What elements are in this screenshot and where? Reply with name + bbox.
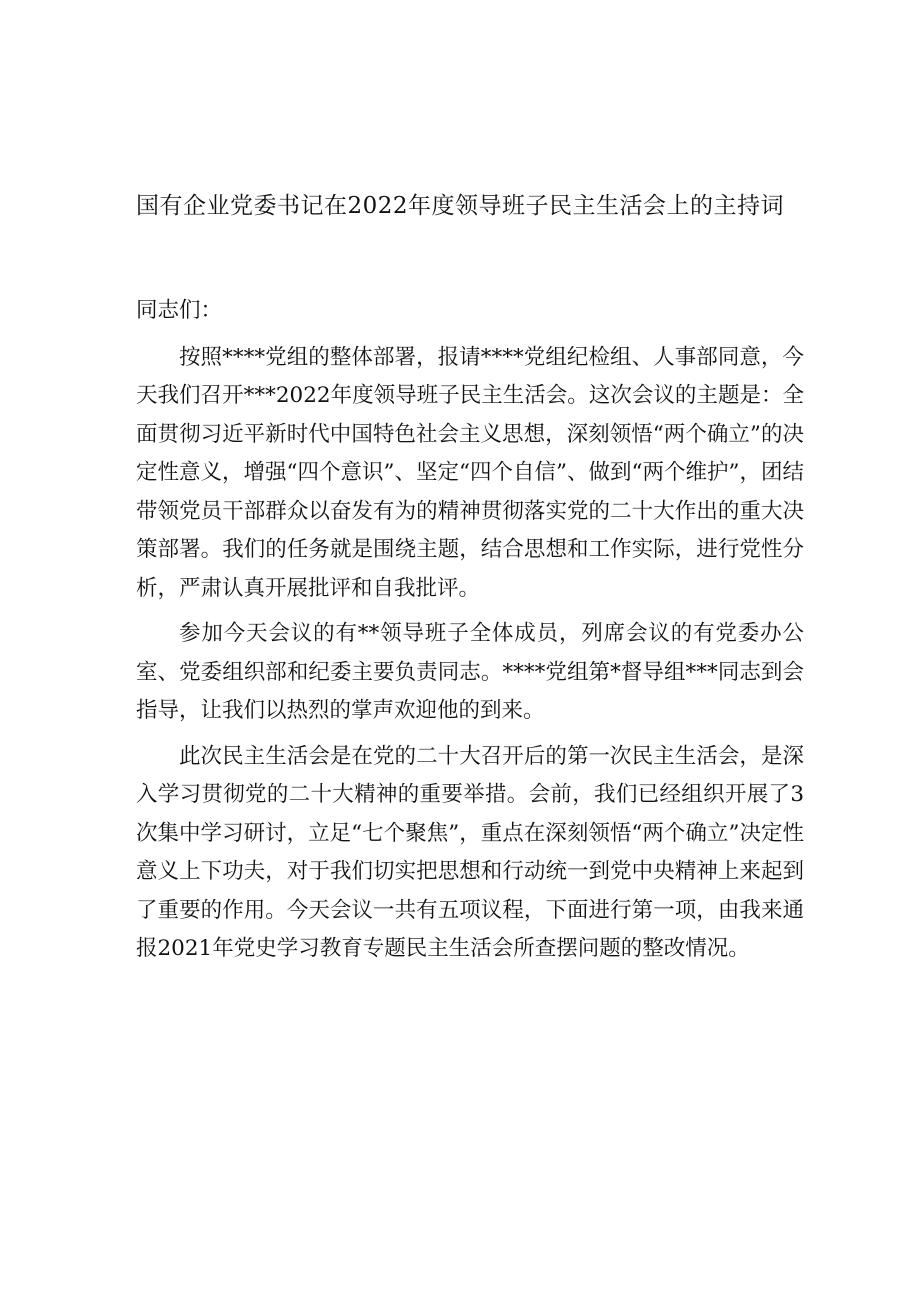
paragraph-meeting-theme: 按照****党组的整体部署，报请****党组纪检组、人事部同意，今天我们召开***2022年度领导班子民主生活会。这次会议的主题是：全面贯彻习近平新时代中国特色社会主义思想，深刻领悟“两个确立”的决定性意义，增强“四个意识”、坚定“四个自信”、做到“两个维护”，团结带领党员干部群众以奋发有为的精神贯彻落实党的二十大作出的重大决策部署。我们的任务就是围绕主题，结合思想和工作实际，进行党性分析，严肃认真开展批评和自我批评。 [136,344,804,601]
paragraph-agenda: 此次民主生活会是在党的二十大召开后的第一次民主生活会，是深入学习贯彻党的二十大精神的重要举措。会前，我们已经组织开展了3次集中学习研讨，立足“七个聚焦”，重点在深刻领悟“两个确立”决定性意义上下功夫，对于我们切实把思想和行动统一到党中央精神上来起到了重要的作用。今天会议一共有五项议程，下面进行第一项，由我来通报2021年党史学习教育专题民主生活会所查摆问题的整改情况。 [136,743,804,961]
document-title: 国有企业党委书记在2022年度领导班子民主生活会上的主持词 [136,193,785,219]
document-body [136,292,804,976]
greeting: 同志们： [136,298,223,323]
paragraph-attendees: 参加今天会议的有**领导班子全体成员，列席会议的有党委办公室、党委组织部和纪委主要负责同志。****党组第*督导组***同志到会指导，让我们以热烈的掌声欢迎他的到来。 [136,621,804,723]
